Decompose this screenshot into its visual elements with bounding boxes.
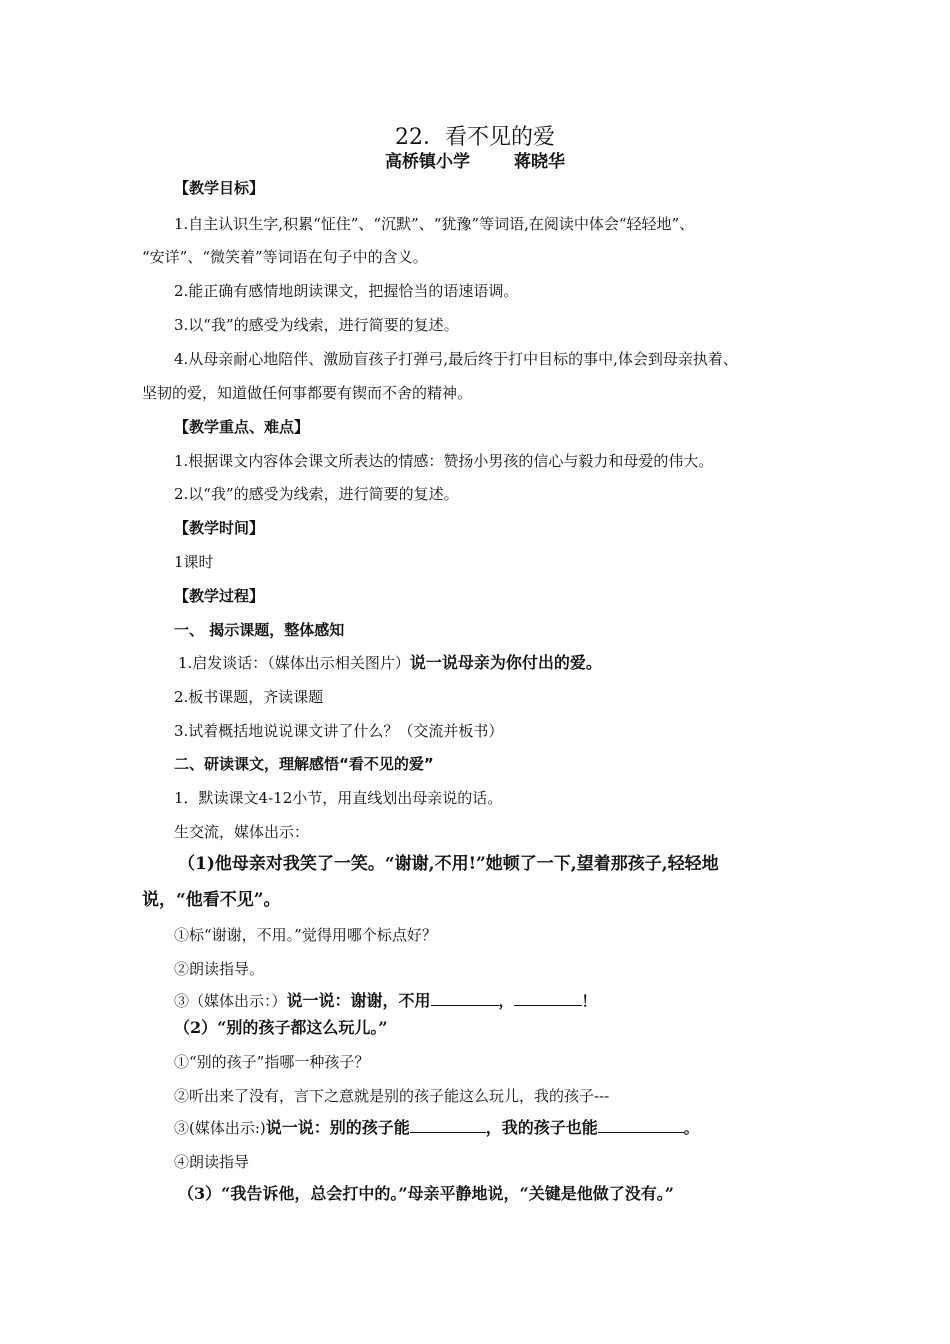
quote-2: （2）“别的孩子都这么玩儿。” xyxy=(174,1018,388,1037)
author-line xyxy=(0,151,950,173)
quote-1-item-2: ②朗读指导。 xyxy=(174,960,265,978)
step-1-item-2: 2.板书课题，齐读课题 xyxy=(174,688,324,706)
key-point-2: 2.以“我”的感受为线索，进行简要的复述。 xyxy=(174,485,459,503)
time-value: 1课时 xyxy=(174,553,214,571)
step-1-item-1-emphasis: 说一说母亲为你付出的爱。 xyxy=(409,653,602,672)
step-1-item-1-text: 1.启发谈话：（媒体出示相关图片） xyxy=(178,654,410,672)
quote-1-item-3-prompt: 说一说：谢谢，不用 xyxy=(286,991,431,1010)
comma-mark: ， xyxy=(498,992,514,1010)
key-point-1: 1.根据课文内容体会课文所表达的情感：赞扬小男孩的信心与毅力和母爱的伟大。 xyxy=(174,452,714,470)
quote-2-item-4: ④朗读指导 xyxy=(174,1153,250,1171)
step-2-share: 生交流，媒体出示： xyxy=(174,823,310,841)
step-1-item-1 xyxy=(178,653,602,673)
quote-2-item-2: ②听出来了没有，言下之意就是别的孩子能这么玩儿，我的孩子--- xyxy=(174,1087,610,1105)
fill-blank xyxy=(514,991,582,1006)
quote-2-item-3-prefix: ③(媒体出示:) xyxy=(174,1119,266,1137)
goals-heading: 【教学目标】 xyxy=(174,179,265,197)
step-2-item-1: 1．默读课文4-12小节，用直线划出母亲说的话。 xyxy=(174,789,503,807)
quote-1-item-1: ①标“谢谢，不用。”觉得用哪个标点好？ xyxy=(174,926,437,944)
quote-1-item-3-prefix: ③（媒体出示：） xyxy=(174,992,287,1010)
author-school: 高桥镇小学 xyxy=(385,152,470,172)
step-1-item-3: 3.试着概括地说说课文讲了什么？（交流并板书） xyxy=(174,722,504,740)
goal-4-line-1: 4.从母亲耐心地陪伴、激励盲孩子打弹弓,最后终于打中目标的事中,体会到母亲执着、 xyxy=(174,350,738,368)
goal-1-line-2: “安详”、“微笑着”等词语在句子中的含义。 xyxy=(142,248,428,266)
process-heading: 【教学过程】 xyxy=(174,587,265,605)
goal-4-line-2: 坚韧的爱，知道做任何事都要有锲而不舍的精神。 xyxy=(142,384,473,402)
period-mark: 。 xyxy=(683,1119,699,1137)
goal-3: 3.以“我”的感受为线索，进行简要的复述。 xyxy=(174,316,459,334)
author-name: 蒋晓华 xyxy=(514,152,565,172)
exclamation-mark: ！ xyxy=(581,992,597,1010)
time-heading: 【教学时间】 xyxy=(174,519,265,537)
fill-blank xyxy=(410,1118,486,1133)
key-points-heading: 【教学重点、难点】 xyxy=(174,418,310,436)
quote-1-line-2: 说，“他看不见”。 xyxy=(142,890,281,910)
step-2-heading: 二、研读课文，理解感悟“看不见的爱” xyxy=(174,755,434,773)
quote-1-item-3 xyxy=(174,991,597,1011)
quote-3: （3）“我告诉他，总会打中的。”母亲平静地说，“关键是他做了没有。” xyxy=(178,1184,674,1203)
fill-blank xyxy=(598,1118,684,1133)
goal-2: 2.能正确有感情地朗读课文，把握恰当的语速语调。 xyxy=(174,282,519,300)
quote-2-item-3-prompt: 说一说：别的孩子能 xyxy=(265,1118,410,1137)
goal-1-line-1: 1.自主认识生字,积累“怔住”、“沉默”、“犹豫”等词语,在阅读中体会“轻轻地”、 xyxy=(174,215,695,233)
quote-2-item-3-middle: ，我的孩子也能 xyxy=(485,1118,598,1137)
quote-2-item-1: ①“别的孩子”指哪一种孩子？ xyxy=(174,1053,370,1071)
quote-2-item-3 xyxy=(174,1118,699,1138)
step-1-heading: 一、 揭示课题，整体感知 xyxy=(174,621,345,639)
fill-blank xyxy=(431,991,499,1006)
page-title: 22．看不见的爱 xyxy=(395,125,555,150)
quote-1-line-1: （1)他母亲对我笑了一笑。“谢谢,不用!”她顿了一下,望着那孩子,轻轻地 xyxy=(178,854,719,874)
